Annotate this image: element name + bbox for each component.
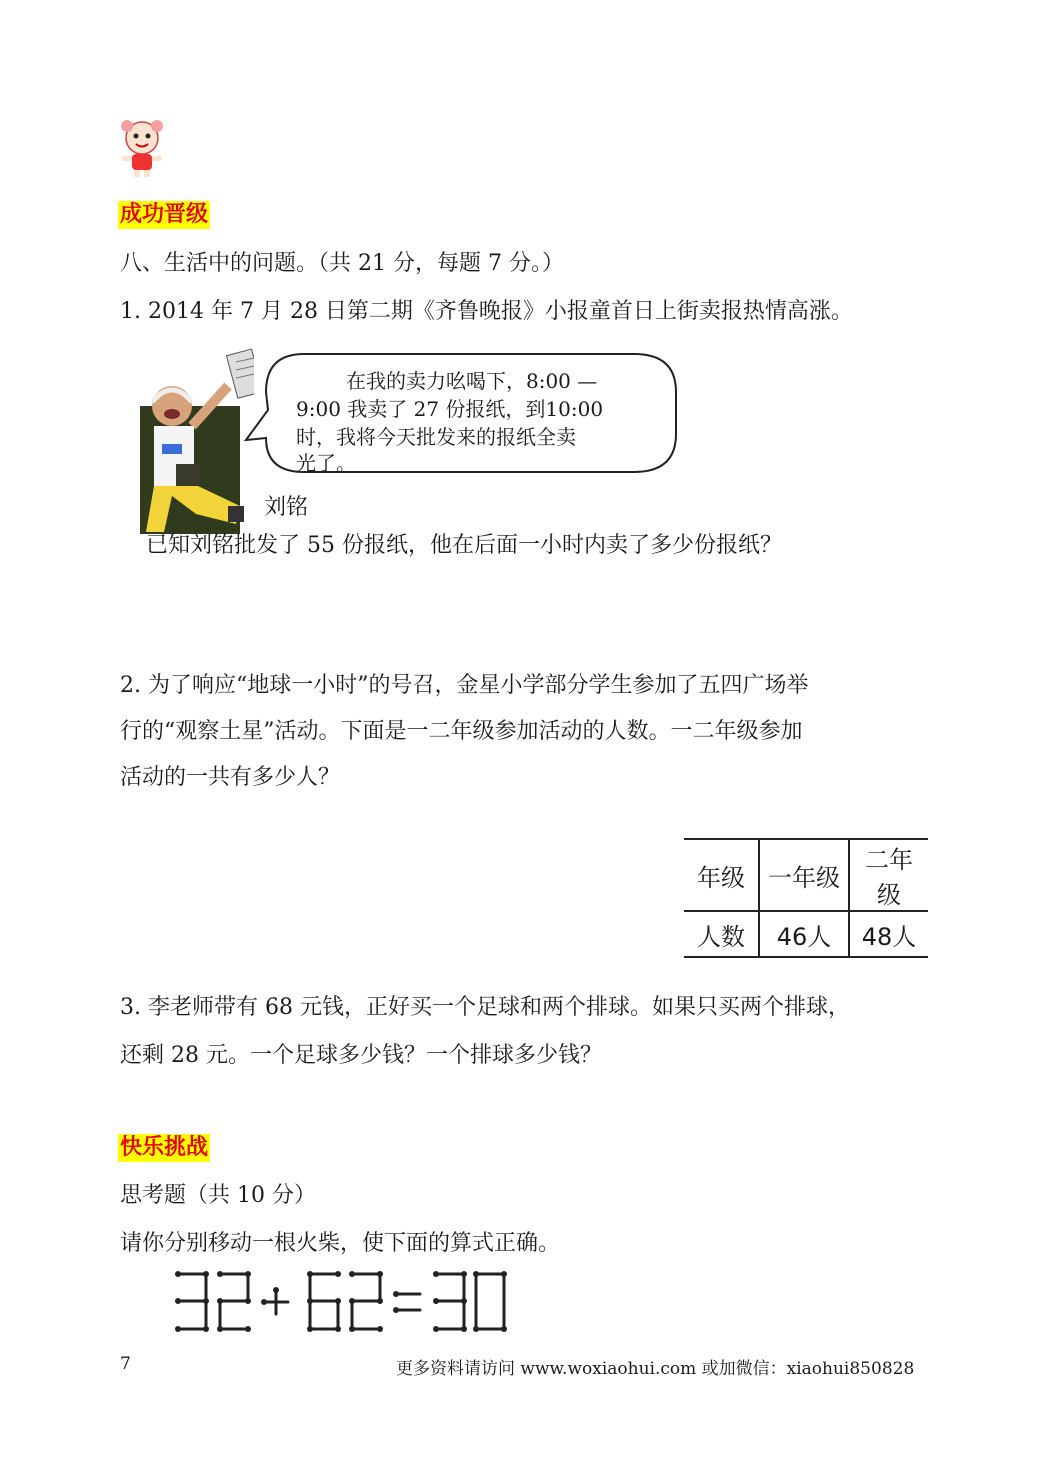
matchstick-equation-image <box>170 1270 510 1334</box>
name-label: 刘铭 <box>264 495 309 520</box>
table-cell: 48人 <box>849 911 928 957</box>
page-number: 7 <box>120 1354 131 1374</box>
grade-table <box>684 838 928 958</box>
table-cell: 二年级 <box>849 839 928 911</box>
mascot-icon <box>114 116 170 178</box>
thinking-instruction: 请你分别移动一根火柴，使下面的算式正确。 <box>120 1231 561 1256</box>
question-2-line-2: 行的“观察土星”活动。下面是一二年级参加活动的人数。一二年级参加 <box>120 719 803 744</box>
question-1-text: 1. 2014 年 7 月 28 日第二期《齐鲁晚报》小报童首日上街卖报热情高涨。 <box>120 299 853 324</box>
question-3-line-2: 还剩 28 元。一个足球多少钱？一个排球多少钱？ <box>120 1043 602 1068</box>
thinking-title: 思考题（共 10 分） <box>120 1183 316 1208</box>
question-3-line-1: 3. 李老师带有 68 元钱，正好买一个足球和两个排球。如果只买两个排球， <box>120 995 850 1020</box>
section-heading-success: 成功晋级 <box>120 202 209 227</box>
question-2-line-1: 2. 为了响应“地球一小时”的号召，金星小学部分学生参加了五四广场举 <box>120 673 809 698</box>
part-title: 八、生活中的问题。（共 21 分，每题 7 分。） <box>120 251 564 276</box>
bubble-line-4: 光了。 <box>296 451 356 475</box>
question-2-line-3: 活动的一共有多少人？ <box>120 765 341 790</box>
table-cell: 人数 <box>684 911 759 957</box>
speech-bubble <box>244 352 680 476</box>
table-row <box>684 911 928 957</box>
bubble-line-3: 时，我将今天批发来的报纸全卖 <box>296 425 576 449</box>
bubble-line-2: 9:00 我卖了 27 份报纸，到10:00 <box>296 397 604 421</box>
table-cell: 年级 <box>684 839 759 911</box>
bubble-line-1: 在我的卖力吆喝下，8:00 — <box>346 369 598 393</box>
newspaper-boy-image <box>136 346 254 536</box>
table-cell: 一年级 <box>759 839 849 911</box>
section-heading-challenge: 快乐挑战 <box>120 1135 209 1160</box>
table-row <box>684 839 928 911</box>
table-cell: 46人 <box>759 911 849 957</box>
question-1-prompt: 已知刘铭批发了 55 份报纸，他在后面一小时内卖了多少份报纸？ <box>146 533 782 558</box>
footer-text: 更多资料请访问 www.woxiaohui.com 或加微信：xiaohui850828 <box>396 1359 915 1379</box>
